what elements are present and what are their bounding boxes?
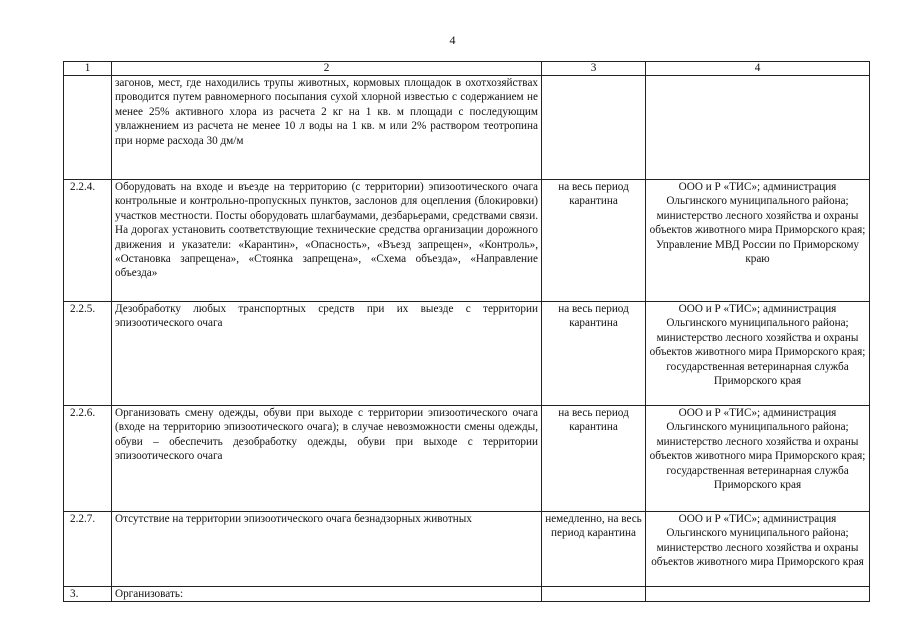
item-number: 2.2.6. — [64, 406, 112, 512]
item-number: 3. — [64, 587, 112, 602]
measure-responsible: ООО и Р «ТИС»; администрация Ольгинского муниципального района; министерство лесного хозяйства и охраны объектов животного мира Приморского края — [646, 512, 870, 587]
column-header-2: 2 — [112, 62, 542, 76]
measure-term: немедленно, на весь период карантина — [542, 512, 646, 587]
table-row — [64, 587, 870, 602]
measure-responsible: ООО и Р «ТИС»; администрация Ольгинского муниципального района; министерство лесного хозяйства и охраны объектов животного мира Приморского края; Управление МВД России по Приморскому краю — [646, 180, 870, 302]
column-header-1: 1 — [64, 62, 112, 76]
measure-responsible — [646, 76, 870, 180]
column-header-4: 4 — [646, 62, 870, 76]
section-heading: Организовать: — [112, 587, 542, 602]
measure-term: на весь период карантина — [542, 180, 646, 302]
table-row — [64, 406, 870, 512]
measure-text: загонов, мест, где находились трупы животных, кормовых площадок в охотхозяйствах проводится путем равномерного посыпания сухой хлорной известью с содержанием не менее 25% активного хлора из расчета 2 кг на 1 кв. м площади с последующим увлажнением из расчета не менее 10 л воды на 1 кв. м или 2% раствором теотропина при норме расхода 30 дм/м — [112, 76, 542, 180]
item-number: 2.2.4. — [64, 180, 112, 302]
measure-term — [542, 587, 646, 602]
header-row — [64, 62, 870, 76]
item-number: 2.2.5. — [64, 302, 112, 406]
measure-term: на весь период карантина — [542, 302, 646, 406]
table-row — [64, 76, 870, 180]
measure-text: Отсутствие на территории эпизоотического очага безнадзорных животных — [112, 512, 542, 587]
measure-responsible: ООО и Р «ТИС»; администрация Ольгинского муниципального района; министерство лесного хозяйства и охраны объектов животного мира Приморского края; государственная ветеринарная служба Приморского края — [646, 302, 870, 406]
item-number — [64, 76, 112, 180]
table-row — [64, 302, 870, 406]
measure-responsible: ООО и Р «ТИС»; администрация Ольгинского муниципального района; министерство лесного хозяйства и охраны объектов животного мира Приморского края; государственная ветеринарная служба Приморского края — [646, 406, 870, 512]
measure-responsible — [646, 587, 870, 602]
table-row — [64, 512, 870, 587]
column-header-3: 3 — [542, 62, 646, 76]
measure-text: Оборудовать на входе и въезде на территорию (с территории) эпизоотического очага контрольные и контрольно-пропускных пунктов, заслонов для оцепления (блокировки) участков местности. Посты оборудовать шлагбаумами, дезбарьерами, средствами связи. На дорогах установить соответствующие технические средства организации дорожного движения и указатели: «Карантин», «Опасность», «Въезд запрещен», «Контроль», «Остановка запрещена», «Стоянка запрещена», «Схема объезда», «Направление объезда» — [112, 180, 542, 302]
measures-table — [63, 61, 870, 602]
page-number: 4 — [449, 33, 456, 47]
measure-term: на весь период карантина — [542, 406, 646, 512]
measure-text: Дезобработку любых транспортных средств при их выезде с территории эпизоотического очага — [112, 302, 542, 406]
item-number: 2.2.7. — [64, 512, 112, 587]
measure-term — [542, 76, 646, 180]
table-row — [64, 180, 870, 302]
measure-text: Организовать смену одежды, обуви при выходе с территории эпизоотического очага (входе на территорию эпизоотического очага); в случае невозможности смены одежды, обуви – обеспечить дезобработку одежды, обуви при выходе с территории эпизоотического очага — [112, 406, 542, 512]
